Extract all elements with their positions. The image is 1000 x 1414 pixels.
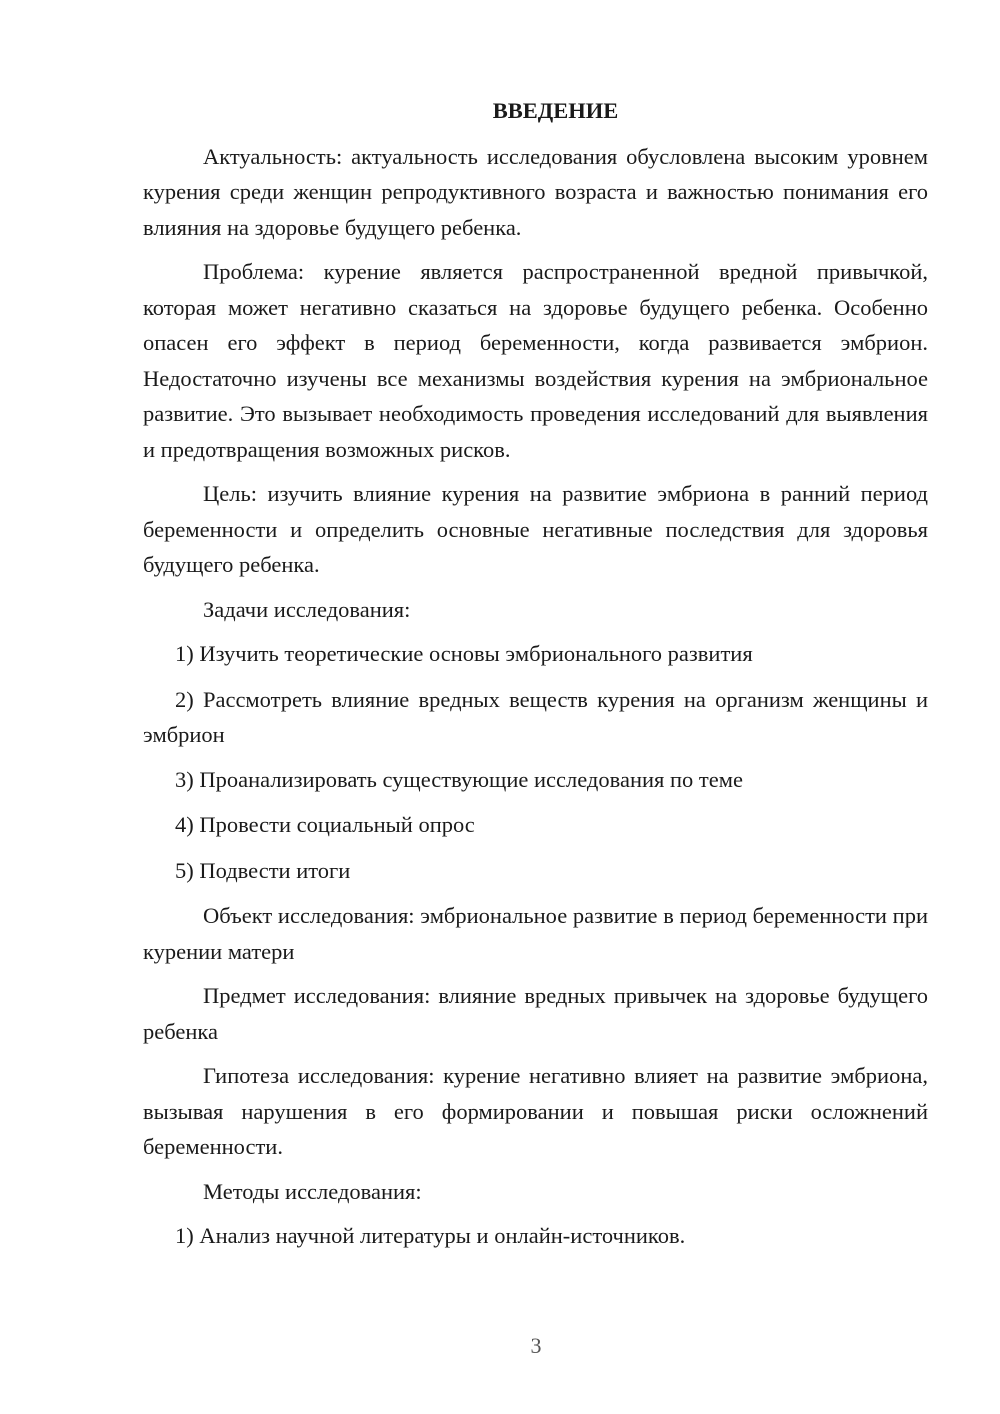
task-item-2: 2) Рассмотреть влияние вредных веществ курения на организм женщины и эмбрион [143, 686, 928, 747]
task-item-5: 5) Подвести итоги [175, 857, 351, 883]
page-content [143, 93, 928, 1264]
methods-heading: Методы исследования: [203, 1178, 422, 1204]
task-item-3: 3) Проанализировать существующие исследования по теме [175, 766, 743, 792]
method-item-1: 1) Анализ научной литературы и онлайн-источников. [175, 1223, 686, 1248]
subject-paragraph: Предмет исследования: влияние вредных привычек на здоровье будущего ребенка [143, 983, 928, 1044]
goal-paragraph: Цель: изучить влияние курения на развитие эмбриона в ранний период беременности и определить основные негативные последствия для здоровья будущего ребенка. [143, 481, 928, 577]
tasks-heading: Задачи исследования: [203, 596, 411, 622]
object-paragraph: Объект исследования: эмбриональное развитие в период беременности при курении матери [143, 903, 928, 964]
page-number: 3 [530, 1333, 542, 1358]
task-item-1: 1) Изучить теоретические основы эмбрионального развития [175, 641, 753, 666]
hypothesis-paragraph: Гипотеза исследования: курение негативно влияет на развитие эмбриона, вызывая нарушения в его формировании и повышая риски осложнений беременности. [143, 1063, 928, 1159]
task-item-4: 4) Провести социальный опрос [175, 812, 475, 837]
section-heading: ВВЕДЕНИЕ [492, 98, 619, 123]
relevance-paragraph: Актуальность: актуальность исследования обусловлена высоким уровнем курения среди женщин репродуктивного возраста и важностью понимания его влияния на здоровье будущего ребенка. [143, 143, 928, 240]
problem-paragraph: Проблема: курение является распространенной вредной привычкой, которая может негативно сказаться на здоровье будущего ребенка. Особенно опасен его эффект в период беременности, когда развивается эмбрион. Недостаточно изучены все механизмы воздействия курения на эмбриональное развитие. Это вызывает необходимость проведения исследований для выявления и предотвращения возможных рисков. [143, 259, 928, 462]
